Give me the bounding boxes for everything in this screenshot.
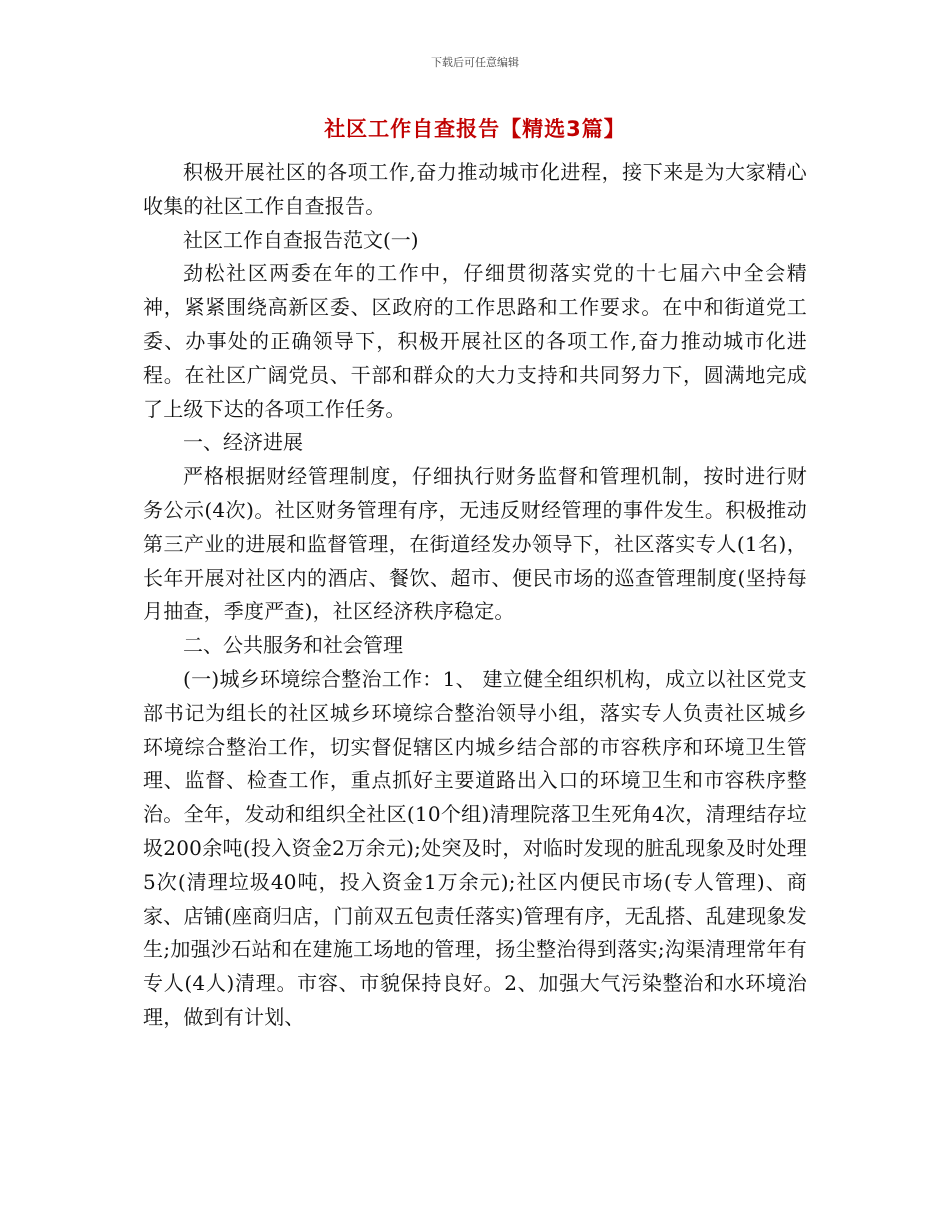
section-1-heading: 一、经济进展	[183, 430, 303, 455]
header-note: 下载后可任意编辑	[431, 56, 519, 69]
document-body	[143, 156, 807, 1035]
paragraph-2: 严格根据财经管理制度，仔细执行财务监督和管理机制，按时进行财务公示(4次)。社区财务管理有序，无违反财经管理的事件发生。积极推动第三产业的进展和监督管理，在街道经发办领导下，社区落实专人(1名)，长年开展对社区内的酒店、餐饮、超市、便民市场的巡查管理制度(坚持每月抽查，季度严查)，社区经济秩序稳定。	[143, 464, 807, 624]
paragraph-1: 劲松社区两委在年的工作中，仔细贯彻落实党的十七届六中全会精神，紧紧围绕高新区委、区政府的工作思路和工作要求。在中和街道党工委、办事处的正确领导下，积极开展社区的各项工作,奋力推动城市化进程。在社区广阔党员、干部和群众的大力支持和共同努力下，圆满地完成了上级下达的各项工作任务。	[143, 261, 807, 421]
sample-heading: 社区工作自查报告范文(一)	[183, 227, 419, 252]
section-2-heading: 二、公共服务和社会管理	[183, 633, 403, 658]
paragraph-3: (一)城乡环境综合整治工作：1、 建立健全组织机构，成立以社区党支部书记为组长的社区城乡环境综合整治领导小组，落实专人负责社区城乡环境综合整治工作，切实督促辖区内城乡结合部的市容秩序和环境卫生管理、监督、检查工作，重点抓好主要道路出入口的环境卫生和市容秩序整治。全年，发动和组织全社区(10个组)清理院落卫生死角4次，清理结存垃圾200余吨(投入资金2万余元);处突及时，对临时发现的脏乱现象及时处理5次(清理垃圾40吨，投入资金1万余元);社区内便民市场(专人管理)、商家、店铺(座商归店，门前双五包责任落实)管理有序，无乱搭、乱建现象发生;加强沙石站和在建施工场地的管理，扬尘整治得到落实;沟渠清理常年有专人(4人)清理。市容、市貌保持良好。2、加强大气污染整治和水环境治理，做到有计划、	[143, 666, 807, 1029]
intro-paragraph: 积极开展社区的各项工作,奋力推动城市化进程，接下来是为大家精心收集的社区工作自查报告。	[143, 160, 807, 218]
document-title: 社区工作自查报告【精选3篇】	[324, 117, 626, 141]
